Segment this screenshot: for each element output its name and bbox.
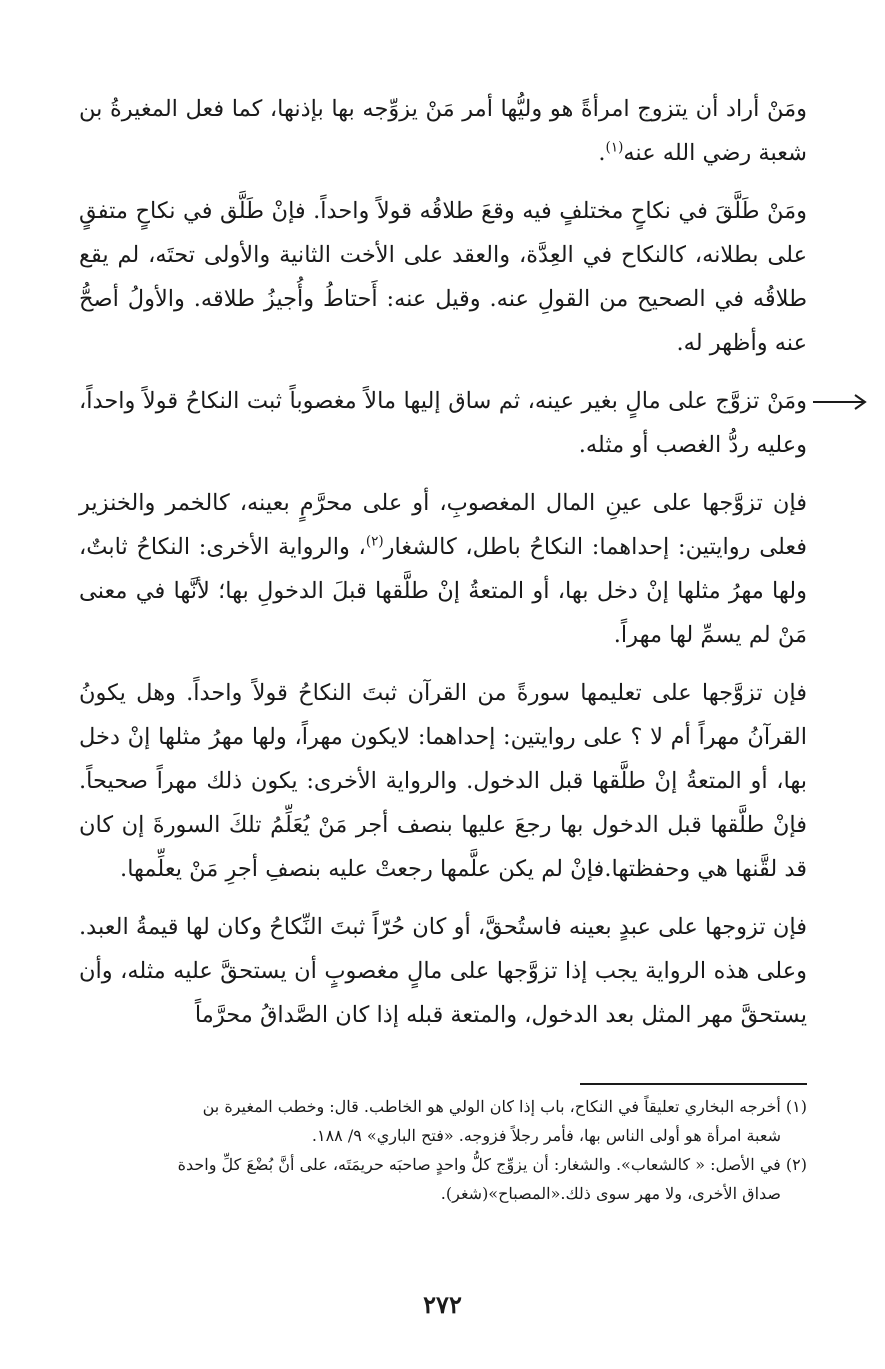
page-number: ٢٧٢ xyxy=(423,1290,462,1319)
paragraph-3: ومَنْ تزوَّج على مالٍ بغير عينه، ثم ساق إليها مالاً مغصوباً ثبت النكاحُ قولاً واحداً، وعليه ردُّ الغصب أو مثله. xyxy=(79,388,807,458)
footnotes xyxy=(77,1092,807,1208)
paragraph-6: فإن تزوجها على عبدٍ بعينه فاستُحقَّ، أو كان حُرّاً ثبتَ النِّكاحُ وكان لها قيمةُ العبد. وعلى هذه الرواية يجب إذا تزوَّجها على مالٍ مغصوبٍ أن يستحقَّ عليه مثله، وأن يستحقَّ مهر المثل بعد الدخول، والمتعة قبله إذا كان الصَّداقُ محرَّماً xyxy=(79,914,807,1028)
footnote-2-number: (٢) xyxy=(785,1155,807,1174)
footnote-1-cont: شعبة امرأة هو أولى الناس بها، فأمر رجلاً فزوجه. «فتح الباري» ٩/ ١٨٨. xyxy=(311,1126,781,1145)
footnote-1-number: (١) xyxy=(785,1097,807,1116)
footnote-2-line1: في الأصل: « كالشعاب». والشغار: أن يزوِّج كلُّ واحدٍ صاحبَه حريمَتَه، على أنَّ بُضْعَ كلِّ واحدة xyxy=(177,1155,781,1174)
footnote-2-cont: صداق الأخرى، ولا مهر سوى ذلك.«المصباح»(شغر). xyxy=(440,1184,781,1203)
footnote-ref-2: (٢) xyxy=(365,533,384,550)
paragraph-1-text: ومَنْ أراد أن يتزوج امرأةً هو وليُّها أمر مَنْ يزوِّجه بها بإذنها، كما فعل المغيرةُ بن شعبة رضي الله عنه xyxy=(79,96,807,166)
paragraph-1: ومَنْ أراد أن يتزوج امرأةً هو وليُّها أمر مَنْ يزوِّجه بها بإذنها، كما فعل المغيرةُ بن شعبة رضي الله عنه$^{(١)}$. xyxy=(79,96,807,166)
paragraph-5: فإن تزوَّجها على تعليمها سورةً من القرآن ثبتَ النكاحُ قولاً واحداً. وهل يكونُ القرآنُ مهراً أم لا ؟ على روايتين: إحداهما: لايكون مهراً، ولها مهرُ مثلها إنْ دخل بها، أو المتعةُ إنْ طلَّقها قبل الدخول. والرواية الأخرى: يكون ذلك مهراً صحيحاً. فإنْ طلَّقها قبل الدخول بها رجعَ عليها بنصف أجر مَنْ يُعَلِّمُ تلكَ السورةَ إن كان قد لقَّنها هي وحفظتها.فإنْ لم يكن علَّمها رجعتْ عليه بنصفِ أجرِ مَنْ يعلِّمها. xyxy=(79,680,807,882)
paragraph-4 xyxy=(79,481,807,657)
paragraph-4-text-b: ، والرواية الأخرى: النكاحُ ثابتٌ، ولها مهرُ مثلها إنْ دخل بها، أو المتعةُ إنْ طلَّقها قبلَ الدخولِ بها؛ لأنَّها في معنى مَنْ لم يسمِّ لها مهراً. xyxy=(79,534,807,648)
footnote-1 xyxy=(77,1092,807,1121)
paragraph-4-text-a: فإن تزوَّجها على عينِ المال المغصوبِ، أو على محرَّمٍ بعينه، كالخمر والخنزير فعلى روايتين: إحداهما: النكاحُ باطل، كالشغار xyxy=(79,490,808,560)
footnote-separator xyxy=(580,1083,807,1085)
main-text xyxy=(79,87,807,1051)
footnote-2 xyxy=(77,1150,807,1179)
footnote-1-line1: أخرجه البخاري تعليقاً في النكاح، باب إذا كان الولي هو الخاطب. قال: وخطب المغيرة بن xyxy=(202,1097,781,1116)
footnote-ref-1: (١) xyxy=(605,139,624,156)
margin-arrow-icon xyxy=(811,392,871,412)
paragraph-2: ومَنْ طَلَّقَ في نكاحٍ مختلفٍ فيه وقعَ طلاقُه قولاً واحداً. فإنْ طَلَّق في نكاحٍ متفقٍ على بطلانه، كالنكاح في العِدَّة، والعقد على الأخت الثانية والأولى تحتَه، لم يقع طلاقُه في الصحيح من القولِ عنه. وقيل عنه: أَحتاطُ وأُجيزُ طلاقه. والأولُ أصحُّ عنه وأظهر له. xyxy=(79,198,807,356)
